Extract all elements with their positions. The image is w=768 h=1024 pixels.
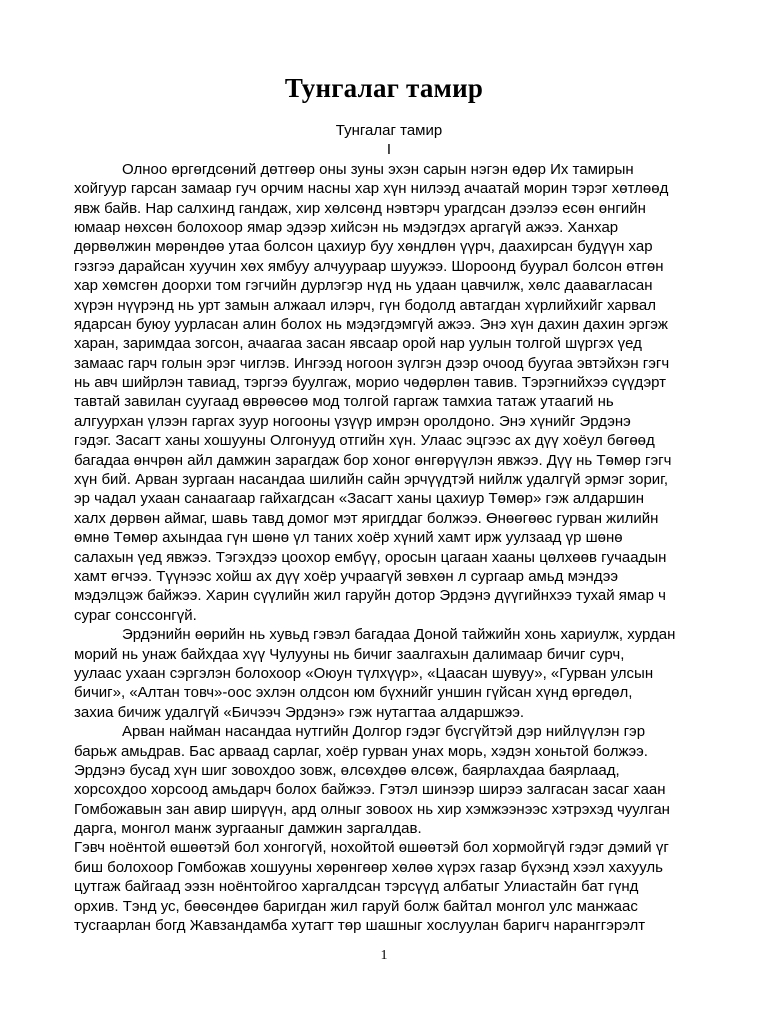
text-line: гэзгээ дарайсан хуучин хөх ямбуу алчуураар шуужээ. Шороонд буурал болсон өтгөн — [74, 257, 664, 275]
text-line: захиа бичиж удалгүй «Бичээч Эрдэнэ» гэж нутагтаа алдаршжээ. — [74, 703, 525, 721]
text-line: хар хөмсгөн доорхи том гэгчийн дурлэгэр нүд нь удаан цавчилж, хөлс даавarласан — [74, 277, 653, 295]
text-line: орхив. Тэнд ус, бөөсөндөө баригдан жил гаруй болж байтал монгол улс манжаас — [74, 897, 638, 915]
text-line: хорсохдоо хорсоод амьдарч болох байжээ. Гэтэл шинээр ширээ залгасан засаг хаан — [74, 781, 666, 799]
text-line: Эрдэнэ бусад хүн шиг зовохдоо зовж, өлсөхдөө өлсөж, баярлахдаа баярлаад, — [74, 761, 620, 779]
text-line: мэдэлцэж байжээ. Харин сүүлийн жил гаруйн дотор Эрдэнэ дүүгийнхээ тухай ямар ч — [74, 587, 666, 605]
text-line: хойгуур гарсан замаар гуч орчим насны хар хүн нилээд ачаатай морин тэрэг хөтлөөд — [74, 180, 669, 198]
text-line: Арван найман насандаа нутгийн Долгор гэдэг бүсгүйтэй дэр нийлүүлэн гэр — [122, 723, 646, 741]
text-line: тавтай завилан суугаад өврөөсөө мод толгой гаргаж тамхиа татаж утаагий нь — [74, 393, 614, 411]
text-line: юмаар нөхсөн болохоор ямар эдээр хийсэн нь мэдэгдэх аргагүй ажээ. Ханхар — [74, 218, 619, 236]
text-line: уулаас ухаан сэргэлэн болохоор «Оюун түлхүүр», «Цаасан шувуу», «Гурван улсын — [74, 664, 654, 682]
text-line: хамт өгчээ. Түүнээс хойш ах дүү хоёр учраагүй зөвхөн л сургаар амьд мэндээ — [74, 567, 619, 585]
text-line: Гэвч ноёнтой өшөөтэй бол хонгогүй, нохойтой өшөөтэй бол хормойгүй гэдэг дэмий үг — [74, 839, 669, 857]
text-line: халх дөрвөн аймаг, шавь тавд домог мэт яригддаг болжээ. Өнөөгөөс гурван жилийн — [74, 509, 659, 527]
text-line: биш болохоор Гомбожав хошууны хөрөнгөөр хөлөө хүрэх газар бүхэнд хээл хахууль — [74, 858, 663, 876]
document-subtitle: Тунгалаг тамир — [335, 122, 443, 139]
document-title: Тунгалаг тамир — [284, 73, 484, 103]
text-line: дарга, монгол манж зургааныг дамжин заргалдав. — [74, 820, 422, 838]
text-line: барьж амьдрав. Бас арваад сарлаг, хоёр гурван унах морь, хэдэн хоньтой болжээ. — [74, 742, 648, 760]
text-line: Олноо өргөгдсөний дөтгөөр оны зуны эхэн сарын нэгэн өдөр Их тамирын — [122, 160, 634, 178]
text-line: ядарсан буюу уурласан алин болох нь мэдэгдэмгүй ажээ. Энэ хүн дахин дахин эргэж — [74, 315, 668, 333]
text-line: Эрдэнийн өөрийн нь хувьд гэвэл багадаа Доной тайжийн хонь хариулж, хурдан — [122, 626, 676, 644]
text-line: сураг сонссонгүй. — [74, 606, 197, 624]
text-line: тусгаарлан богд Жавзандамба хутагт төр шашныг хослуулан баригч наранггэрэлт — [74, 917, 646, 935]
text-line: өмнө Төмөр ахындаа гүн шөнө үл таних хоёр хүний хамт ирж уулзаад үр шөнө — [74, 529, 623, 547]
text-line: нь авч шийрлэн тавиад, тэргээ буулгаж, морио чөдөрлөн тавив. Тэрэгнийхээ сүүдэрт — [74, 374, 667, 392]
text-line: хүрэн нүүрэнд нь урт замын алжаал илэрч, гүн бодолд автагдан хүрлийхийг харвал — [74, 296, 657, 314]
text-line: багадаа өнчрөн айл дамжин зарагдаж бор хоног өнгөрүүлэн явжээ. Дүү нь Төмөр гэгч — [74, 451, 672, 469]
text-line: замаас гарч голын эрэг чиглэв. Ингээд ногоон зүлгэн дээр очоод буугаа эвтэйхэн гэгч — [74, 354, 670, 372]
text-line: дөрвөлжин мөрөндөө утаа болсон цахиур буу хөндлөн үүрч, даахирсан будүүн хар — [74, 238, 653, 256]
text-line: морий нь унаж байхдаа хүү Чулууны нь бичиг заалгахын далимаар бичиг сурч, — [74, 645, 625, 663]
text-line: гэдэг. Засагт ханы хошууны Олгонууд отгийн хүн. Улаас эцгээс ах дүү хоёул бөгөөд — [74, 432, 655, 450]
text-line: бичиг», «Алтан товч»-оос эхлэн олдсон юм бүхнийг уншин гүйсан хүнд өргөдөл, — [74, 684, 633, 702]
text-line: харан, заримдаа зогсон, ачаагаа засан явсаар орой нар уулын толгой шүргэх үед — [74, 335, 642, 353]
text-line: алгуурхан үлээн гаргах зуур ногооны үзүүр имрэн оролдоно. Энэ хүнийг Эрдэнэ — [74, 412, 631, 430]
page-number: 1 — [380, 948, 388, 963]
text-line: эр чадал ухаан санаагаар гайхагдсан «Засагт ханы цахиур Төмөр» гэж алдаршин — [74, 490, 645, 508]
text-line: Гомбожавын зан авир ширүүн, ард олныг зовоох нь хир хэмжээнээс хэтрэхэд чуулган — [74, 800, 670, 818]
text-line: хүн бий. Арван зургаан насандаа шилийн сайн эрчүүдтэй нийлж удалгүй эрмэг зориг, — [74, 471, 668, 489]
document-body — [74, 121, 704, 935]
text-line: явж байв. Нар салхинд гандаж, хир хөлсөнд нэвтэрч урагдсан дээлээ есөн өнгийн — [74, 199, 646, 217]
text-line: салахын үед явжээ. Тэгэхдээ цоохор ембүү, оросын цагаан хааны цөлхөөв гучаадын — [74, 548, 667, 566]
chapter-number: I — [386, 141, 392, 159]
text-line: цутгаж байгаад ээзн ноёнтойгоо харгалдсан тэрсүүд албатыг Улиастайн бат гүнд — [74, 878, 639, 896]
